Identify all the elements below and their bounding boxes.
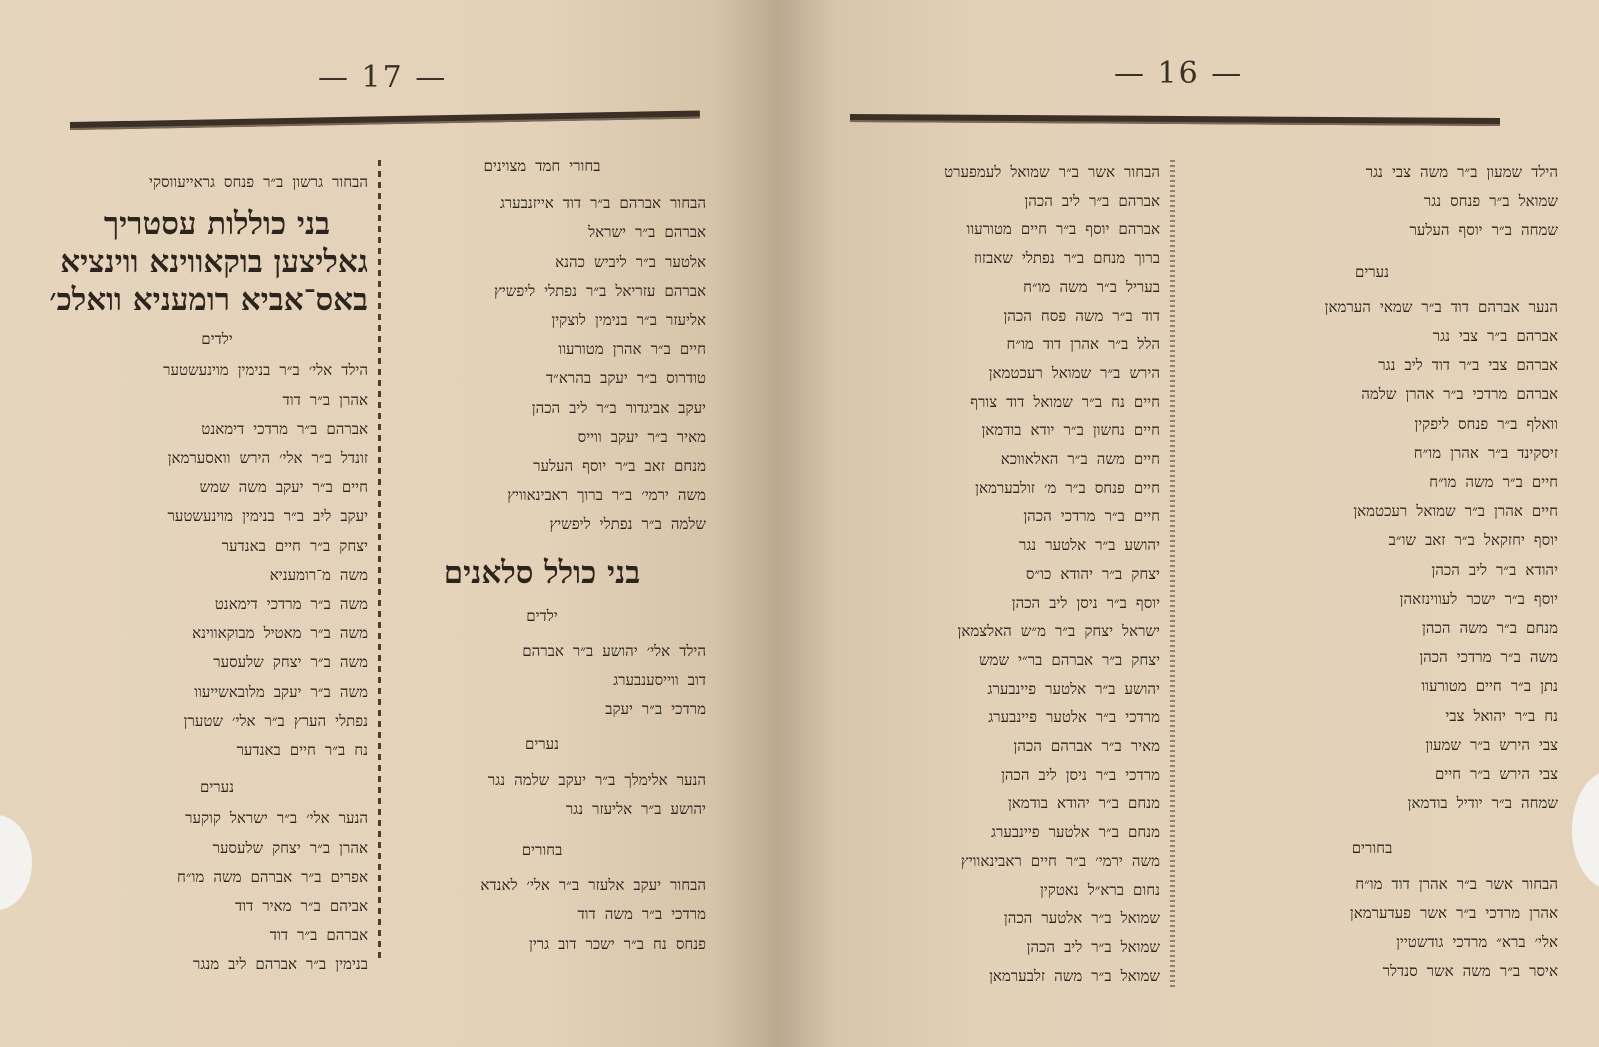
list-item: הנער אברהם דוד ב״ר שמאי הערמאן [1324,297,1558,316]
name-list [378,637,706,725]
column-left [854,158,1160,990]
list-item: יהושע ב״ר אליעזר נגר [565,799,706,818]
list-item: מנחם זאב ב״ר יוסף העלער [533,457,706,476]
list-item: הבחור אברהם ב״ר דוד אייזנבערג [499,194,706,213]
list-item: מרדכי ב״ר אלטער פיינבערג [988,708,1160,727]
list-item: צבי הירש ב״ר חיים [1434,765,1558,784]
list-item: יצחק ב״ר יהודא כו״ס [1025,564,1160,583]
column-left [49,168,368,980]
list-item: שמואל ב״ר ליב הכהן [1026,937,1160,956]
list-item: משה ב״ר מאטיל מבוקאווינא [192,624,368,643]
list-item: יעקב ליב ב״ר בנימין מוינעשטער [167,507,368,526]
list-item: מאיר ב״ר יעקב ווייס [577,427,706,446]
list-item: הבחור אשר ב״ר אהרן דוד מו״ח [1355,874,1558,893]
column-right [378,152,706,959]
list-item: משה ב״ר יעקב מלובאשייעוו [194,682,368,701]
list-item: יצחק ב״ר חיים באנדער [221,536,368,555]
subheading-children: ילדים [526,606,558,625]
name-list [854,158,1160,990]
title-line: בני כוללות עסטריך [103,206,331,243]
list-item: זיסקינד ב״ר אהרן מו״ח [1413,443,1558,462]
list-item: חיים ב״ר יעקב משה שמש [199,478,368,497]
title-line: גאליצען בוקאווינא ווינציא [60,244,368,281]
list-item: משה מ־רומעניא [269,565,368,584]
list-item: אברהם ב״ר מרדכי דימאנט [201,419,368,438]
torn-edge [1572,770,1599,890]
list-item: נח ב״ר יהואל צבי [1445,706,1558,725]
list-item: הילד אלי׳ יהושע ב״ר אברהם [522,641,706,660]
subheading-youths: נערים [1354,262,1390,281]
page-16 [778,0,1599,1047]
name-list [66,356,368,765]
list-item: אלטער ב״ר ליביש כהנא [555,252,706,271]
list-item: מנחם ב״ר אלטער פיינבערג [991,823,1160,842]
list-item: הלל ב״ר אהרן דוד מו״ח [1006,335,1160,354]
list-item: אברהם עזריאל ב״ר נפתלי ליפשיץ [493,281,706,300]
list-item: אברהם ב״ר צבי נגר [1432,327,1558,346]
section-header: בחורי חמד מצוינים [483,157,601,175]
list-item: ישראל יצחק ב״ר מ״ש האלצמאן [957,622,1160,641]
page-number: — 17 — [318,60,448,95]
list-item: נפתלי הערץ ב״ר אלי׳ שטערן [183,711,368,730]
header-rule [70,110,700,130]
list-item: יהושע ב״ר אלטער פיינבערג [987,679,1160,698]
column-divider [378,160,381,960]
list-item: זונדל ב״ר אלי׳ הירש וואסערמאן [167,449,368,468]
list-item: אברהם יוסף ב״ר חיים מטורעוו [966,220,1160,239]
list-item: חיים פנחס ב״ר מ׳ זולבערמאן [975,478,1160,497]
column-divider [1170,160,1175,990]
subheading-youths: נערים [524,735,560,754]
list-item: הירש ב״ר שמואל רעכטמאן [988,363,1160,382]
list-item: בנימין ב״ר אברהם ליב מנגר [193,955,368,974]
subheading-youths: נערים [199,778,235,797]
list-item: יוסף ב״ר ישכר לעווינזאהן [1399,589,1558,608]
list-item: שמואל ב״ר פנחס נגר [1423,192,1558,211]
list-item: אברהם ב״ר ישראל [588,223,706,242]
list-item: שמואל ב״ר אלטער הכהן [1003,909,1160,928]
list-item: משה ב״ר מרדכי דימאנט [214,595,368,614]
list-item: יוסף יחזקאל ב״ר זאב שו״ב [1388,531,1558,550]
list-item: נח ב״ר חיים באנדער [236,741,368,760]
list-item: דוד ב״ר משה פסח הכהן [1003,306,1160,325]
list-item: אברהם מרדכי ב״ר אהרן שלמה [1361,385,1558,404]
list-item: הנער אלי׳ ב״ר ישראל קוקער [185,809,368,828]
list-item: מאיר ב״ר אברהם הכהן [1013,737,1160,756]
list-item: אהרן ב״ר יצחק שלעסער [212,838,368,857]
page-17 [0,0,778,1047]
list-item: חיים נחשון ב״ר יודא בודמאן [981,421,1160,440]
list-item: נחום ברא״ל נאטקין [1039,880,1160,899]
list-item: משה ב״ר יצחק שלעסער [213,653,368,672]
name-list [378,189,706,539]
list-item: חיים ב״ר מרדכי הכהן [1023,507,1160,526]
name-list [1186,158,1558,246]
list-item: שלמה ב״ר נפתלי ליפשיץ [549,515,706,534]
list-item: מרדכי ב״ר ניסן ליב הכהן [1001,765,1160,784]
list-item: אפרים ב״ר אברהם משה מו״ח [177,867,368,886]
column-right [1186,158,1558,986]
list-item: משה ירמי׳ ב״ר ברוך ראבינאוויץ [507,486,706,505]
list-item: הילד אלי׳ ב״ר בנימין מוינעשטער [163,361,368,380]
list-item: חיים משה ב״ר האלאווכא [1000,450,1160,469]
subheading-children: ילדים [201,330,233,349]
list-item: צבי הירש ב״ר שמעון [1425,735,1558,754]
list-item: משה ירמי׳ ב״ר חיים ראבינאוויץ [960,851,1160,870]
section-title: בני כולל סלאנים [443,554,641,591]
subheading-bachelors: בחורים [1351,839,1393,858]
title-line: באס־אביא רומעניא וואלכ׳ [49,282,368,319]
name-list [1186,293,1558,819]
list-item: בעריל ב״ר משה מו״ח [1023,277,1160,296]
list-item: משה ב״ר מרדכי הכהן [1419,648,1558,667]
list-item: דוב ווייסענבערג [613,671,706,690]
list-item: איסר ב״ר משה אשר סנדלר [1382,962,1558,981]
list-item: חיים נח ב״ר שמואל דוד צורף [970,392,1160,411]
list-item: יעקב אביגדור ב״ר ליב הכהן [531,398,706,417]
list-item: אביהם ב״ר מאיר דוד [234,897,368,916]
list-item: שמחה ב״ר יוסף העלער [1409,221,1558,240]
list-item: נתן ב״ר חיים מטורעוו [1421,677,1558,696]
list-item: מנחם ב״ר משה הכהן [1422,619,1558,638]
name-list [1186,870,1558,987]
list-item: אליעזר ב״ר בנימין לוצקין [551,311,706,330]
list-item: חיים אהרן ב״ר שמואל רעכטמאן [1353,502,1558,521]
list-item: יהושע ב״ר אלטער נגר [1018,536,1160,555]
list-item: אהרן ב״ר דוד [282,390,368,409]
list-item: מנחם ב״ר יהודא בודמאן [1007,794,1160,813]
top-line: הבחור גרשון ב״ר פנחס גראייעווסקי [149,173,368,191]
list-item: יהודא ב״ר ליב הכהן [1431,560,1558,579]
list-item: שמואל ב״ר משה זלבערמאן [989,966,1160,985]
list-item: אהרן מרדכי ב״ר אשר פעדערמאן [1349,903,1558,922]
page-number: — 16 — [1114,56,1244,91]
list-item: שמחה ב״ר יודיל בודמאן [1407,794,1558,813]
list-item: חיים ב״ר משה מו״ח [1429,473,1558,492]
list-item: אברהם ב״ר דוד [269,926,368,945]
list-item: ברוך מנחם ב״ר נפתלי שאבזוז [973,249,1160,268]
name-list [378,871,706,959]
list-item: אברהם צבי ב״ר דוד ליב נגר [1378,356,1558,375]
list-item: הבחור אשר ב״ר שמואל לעמפערט [944,163,1160,181]
header-rule [850,114,1500,126]
list-item: יצחק ב״ר אברהם בר״י שמש [978,650,1160,669]
list-item: פנחס נח ב״ר ישכר דוב גרין [529,934,706,953]
list-item: הילד שמעון ב״ר משה צבי נגר [1365,163,1558,181]
list-item: מרדכי ב״ר משה דוד [577,905,706,924]
list-item: טודרוס ב״ר יעקב בהרא״ד [545,369,706,388]
list-item: אברהם ב״ר ליב הכהן [1024,191,1160,210]
list-item: הבחור יעקב אלעזר ב״ר אלי׳ לאנדא [480,876,706,895]
torn-edge [0,815,32,910]
list-item: אלי׳ ברא״ מרדכי גודשטיין [1396,933,1558,952]
list-item: מרדכי ב״ר יעקב [605,700,706,719]
subheading-bachelors: בחורים [521,841,563,860]
list-item: יוסף ב״ר ניסן ליב הכהן [1011,593,1160,612]
name-list [66,804,368,979]
list-item: חיים ב״ר אהרן מטורעוו [558,340,706,359]
name-list [378,766,706,824]
list-item: הנער אלימלך ב״ר יעקב שלמה נגר [487,770,706,789]
list-item: וואלף ב״ר פנחס ליפקין [1414,414,1558,433]
section-title [49,205,368,319]
